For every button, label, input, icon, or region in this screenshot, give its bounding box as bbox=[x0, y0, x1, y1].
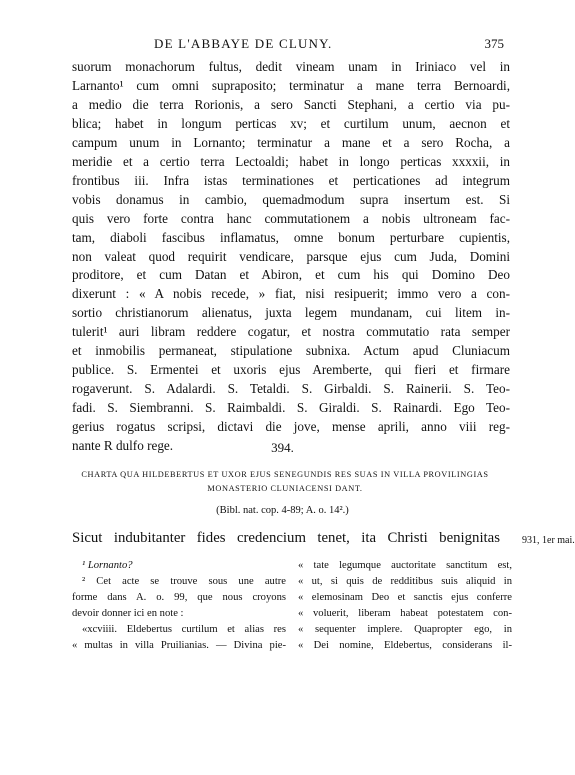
text-line: quis vero forte contra hanc commutationem a nobis ultroneam fac- bbox=[72, 210, 510, 226]
text-line: campum unum in Lornanto; terminatur a mane et a sero Rocha, a bbox=[72, 134, 510, 150]
footnotes bbox=[72, 558, 512, 678]
footnote-line: « Dei nomine, Eldebertus, considerans il- bbox=[298, 640, 512, 651]
text-line: dixerunt : « A nobis recede, » fiat, nisi resipuerit; immo vero a con- bbox=[72, 286, 510, 302]
footnotes-left-column bbox=[72, 558, 286, 654]
text-line: proditore, et cum Datan et Abiron, et cum his qui Domino Deo bbox=[72, 267, 510, 283]
footnote-line: ¹ Lornanto? bbox=[82, 560, 133, 571]
text-line: meridie et a certio terra Lectoaldi; habet in longo perticas xxxxii, in bbox=[72, 153, 510, 169]
charter-title-line: MONASTERIO CLUNIACENSI DANT. bbox=[207, 484, 363, 493]
text-line: fadi. S. Siembranni. S. Raimbaldi. S. Giraldi. S. Rainardi. Ego Teo- bbox=[72, 400, 510, 416]
text-line: tulerit¹ auri libram reddere cogatur, et nostra commutatio rata semper bbox=[72, 324, 510, 340]
text-line: non valeat quod requirit vendicare, parsque ejus cum Juda, Domini bbox=[72, 248, 510, 264]
footnote-line: « multas in villa Pruilianias. — Divina pie- bbox=[72, 640, 286, 651]
text-line: blica; habet in longum perticas xv; et curtilum unum, aecnon et bbox=[72, 115, 510, 131]
footnote-line: forme dans A. o. 99, que nous croyons bbox=[72, 592, 286, 603]
text-line: sortio christianorum alienatus, juxta legem mundanam, cui litem in- bbox=[72, 305, 510, 321]
text-line: frontibus iii. Infra istas terminationes et perticationes ad integrum bbox=[72, 172, 510, 188]
charter-title bbox=[40, 468, 530, 496]
page-number: 375 bbox=[484, 36, 504, 51]
footnote-line: « tate legumque auctoritate sanctitum est, bbox=[298, 560, 512, 571]
text-line: nante R dulfo rege. bbox=[72, 438, 174, 454]
page-header bbox=[72, 36, 504, 54]
text-line: gerius rogatus scripsi, dictavi die jove, mense aprili, anno viii reg- bbox=[72, 419, 510, 435]
footnote-line: « sequenter implere. Quapropter ego, in bbox=[298, 624, 512, 635]
text-line: suorum monachorum fultus, dedit vineam unam in Iriniaco vel in bbox=[72, 59, 510, 74]
text-line: et inmobilis permaneat, stipulatione subnixa. Actum apud Cluniacum bbox=[72, 343, 510, 359]
footnote-line: « voluerit, liberam habeat potestatem con- bbox=[298, 608, 512, 619]
text-line: vobis donamus in cambio, quemadmodum supra insertum est. Si bbox=[72, 191, 510, 207]
charter-date: 931, 1er mai. bbox=[522, 535, 575, 546]
charter-393-text bbox=[72, 58, 510, 456]
charter-title-line: CHARTA QUA HILDEBERTUS ET UXOR EJUS SENEGUNDIS RES SUAS IN VILLA PROVILINGIAS bbox=[81, 470, 489, 479]
text-line: Larnanto¹ cum omni supraposito; terminatur a mane terra Bernoardi, bbox=[72, 77, 510, 93]
footnotes-right-column bbox=[298, 558, 512, 654]
footnote-line: « ut, si quis de redditibus suis aliquid in bbox=[298, 576, 512, 587]
running-head: DE L'ABBAYE DE CLUNY. bbox=[154, 36, 333, 51]
text-line: rogaverunt. S. Adalardi. S. Tetaldi. S. Girbaldi. S. Rainerii. S. Teo- bbox=[72, 381, 510, 397]
footnote-line: ² Cet acte se trouve sous une autre bbox=[82, 576, 286, 587]
text-line: a medio die terra Rorionis, a sero Sancti Stephani, a certio via pu- bbox=[72, 96, 510, 112]
footnote-line: « elemosinam Deo et sanctis ejus conferre bbox=[298, 592, 512, 603]
charter-opening-line: Sicut indubitanter fides credencium tenet, ita Christi benignitas bbox=[72, 530, 500, 546]
text-line: publice. S. Ermentei et uxoris ejus Aremberte, qui fieri et firmare bbox=[72, 362, 510, 378]
charter-source: (Bibl. nat. cop. 4-89; A. o. 14².) bbox=[216, 505, 349, 516]
footnote-line: devoir donner ici en note : bbox=[72, 608, 184, 619]
charter-number: 394. bbox=[271, 440, 294, 455]
text-line: tam, diaboli fascibus inflamatus, omne bonum perturbare cupientis, bbox=[72, 229, 510, 245]
footnote-line: «xcviiii. Eldebertus curtilum et alias res bbox=[82, 624, 286, 635]
